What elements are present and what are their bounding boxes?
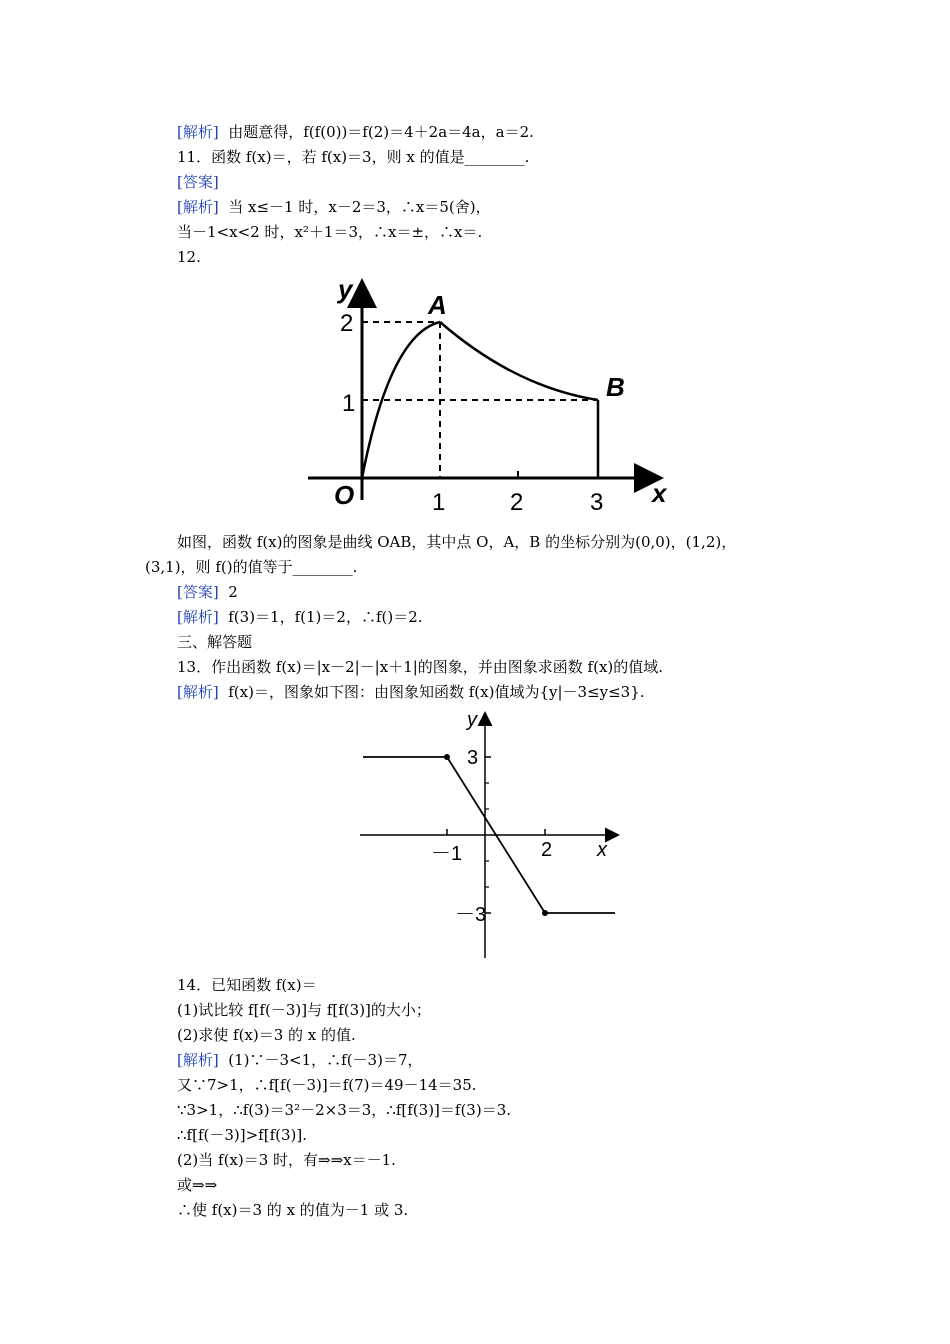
- analysis-tag: [解析]: [177, 683, 219, 701]
- analysis-tag: [解析]: [177, 608, 219, 626]
- point-a-label: A: [428, 290, 447, 320]
- answer-line-12: [177, 582, 238, 602]
- question-13: [177, 657, 663, 677]
- x-tick-3: 3: [590, 489, 604, 516]
- question-12-text: [177, 532, 736, 552]
- solution-line-11b: [177, 222, 482, 242]
- y-axis-label: y: [467, 709, 477, 731]
- y-tick-neg3: －3: [455, 904, 487, 926]
- y-tick-1: 1: [342, 390, 356, 417]
- x-tick-2: 2: [510, 489, 524, 516]
- line-text: ∵3>1，∴f(3)＝3²－2×3＝3，∴f[f(3)]＝f(3)＝3.: [177, 1101, 512, 1119]
- solution-line-14a: [177, 1050, 423, 1070]
- solution-line-14g: [177, 1200, 408, 1220]
- y-axis-label: y: [338, 274, 353, 304]
- solution-line-14e: [177, 1150, 396, 1170]
- question-14-part2: [177, 1025, 356, 1045]
- solution-line-14d: [177, 1125, 307, 1145]
- y-tick-3: 3: [467, 747, 479, 769]
- answer-tag: [答案]: [177, 173, 219, 191]
- line-text: 当 x≤－1 时，x－2＝3，∴x＝5(舍)，: [218, 198, 491, 216]
- solution-line-14f: [177, 1175, 217, 1195]
- line-text: (2)求使 f(x)＝3 的 x 的值.: [177, 1026, 356, 1044]
- question-12-text-cont: [145, 557, 357, 577]
- y-tick-2: 2: [340, 310, 354, 337]
- line-text: 或⇒⇒: [177, 1176, 218, 1194]
- analysis-tag: [解析]: [177, 1051, 219, 1069]
- line-text: 由题意得，f(f(0))＝f(2)＝4＋2a＝4a，a＝2.: [218, 123, 534, 141]
- line-text: f(x)＝，图象如下图：由图象知函数 f(x)值域为{y|－3≤y≤3}.: [218, 683, 645, 701]
- figure-curve-oab: [300, 272, 675, 517]
- solution-line-11a: [177, 197, 491, 217]
- x-tick-1: 1: [432, 489, 446, 516]
- point-neg1-3: [444, 754, 450, 760]
- line-text: 三、解答题: [177, 633, 253, 651]
- question-11: [177, 147, 529, 167]
- question-14-part1: [177, 1000, 431, 1020]
- x-axis-label: x: [597, 839, 607, 861]
- origin-label: O: [334, 480, 355, 510]
- line-text: 14．已知函数 f(x)＝: [177, 976, 317, 994]
- line-text: f(3)＝1，f(1)＝2，∴f()＝2.: [218, 608, 423, 626]
- answer-tag: [答案]: [177, 583, 219, 601]
- solution-line-13: [177, 682, 645, 702]
- line-text: 如图，函数 f(x)的图象是曲线 OAB，其中点 O，A，B 的坐标分别为(0,0)，(1,2)，: [177, 533, 737, 551]
- line-text: (1)∵－3<1，∴f(－3)＝7，: [218, 1051, 423, 1069]
- x-axis-label: x: [652, 478, 667, 508]
- line-text: 11．函数 f(x)＝，若 f(x)＝3，则 x 的值是________.: [177, 148, 530, 166]
- line-text: 当－1<x<2 时，x²＋1＝3，∴x＝±，∴x＝.: [177, 223, 483, 241]
- x-tick-2: 2: [541, 839, 553, 861]
- curve-ab: [440, 322, 598, 400]
- line-text: ∴f[f(－3)]>f[f(3)].: [177, 1126, 307, 1144]
- analysis-tag: [解析]: [177, 123, 219, 141]
- analysis-tag: [解析]: [177, 198, 219, 216]
- solution-line-12: [177, 607, 423, 627]
- line-text: (1)试比较 f[f(－3)]与 f[f(3)]的大小；: [177, 1001, 431, 1019]
- answer-line-11: [177, 172, 219, 192]
- question-12-number: [177, 247, 201, 267]
- line-text: 又∵7>1，∴f[f(－3)]＝f(7)＝49－14＝35.: [177, 1076, 477, 1094]
- line-text: ∴使 f(x)＝3 的 x 的值为－1 或 3.: [177, 1201, 409, 1219]
- question-14: [177, 975, 317, 995]
- solution-line-14c: [177, 1100, 511, 1120]
- line-text: (3,1)，则 f()的值等于________.: [145, 558, 358, 576]
- point-2-neg3: [542, 910, 548, 916]
- section-heading: [177, 632, 252, 652]
- solution-line-10: [177, 122, 534, 142]
- solution-line-14b: [177, 1075, 477, 1095]
- line-text: 2: [218, 583, 238, 601]
- line-text: (2)当 f(x)＝3 时，有⇒⇒x＝－1.: [177, 1151, 396, 1169]
- point-b-label: B: [606, 372, 625, 402]
- line-text: 12.: [177, 248, 201, 266]
- line-text: 13．作出函数 f(x)＝|x－2|－|x＋1|的图象，并由图象求函数 f(x)的值域.: [177, 658, 664, 676]
- figure-abs-function: [355, 708, 625, 963]
- x-tick-neg1: －1: [431, 843, 463, 865]
